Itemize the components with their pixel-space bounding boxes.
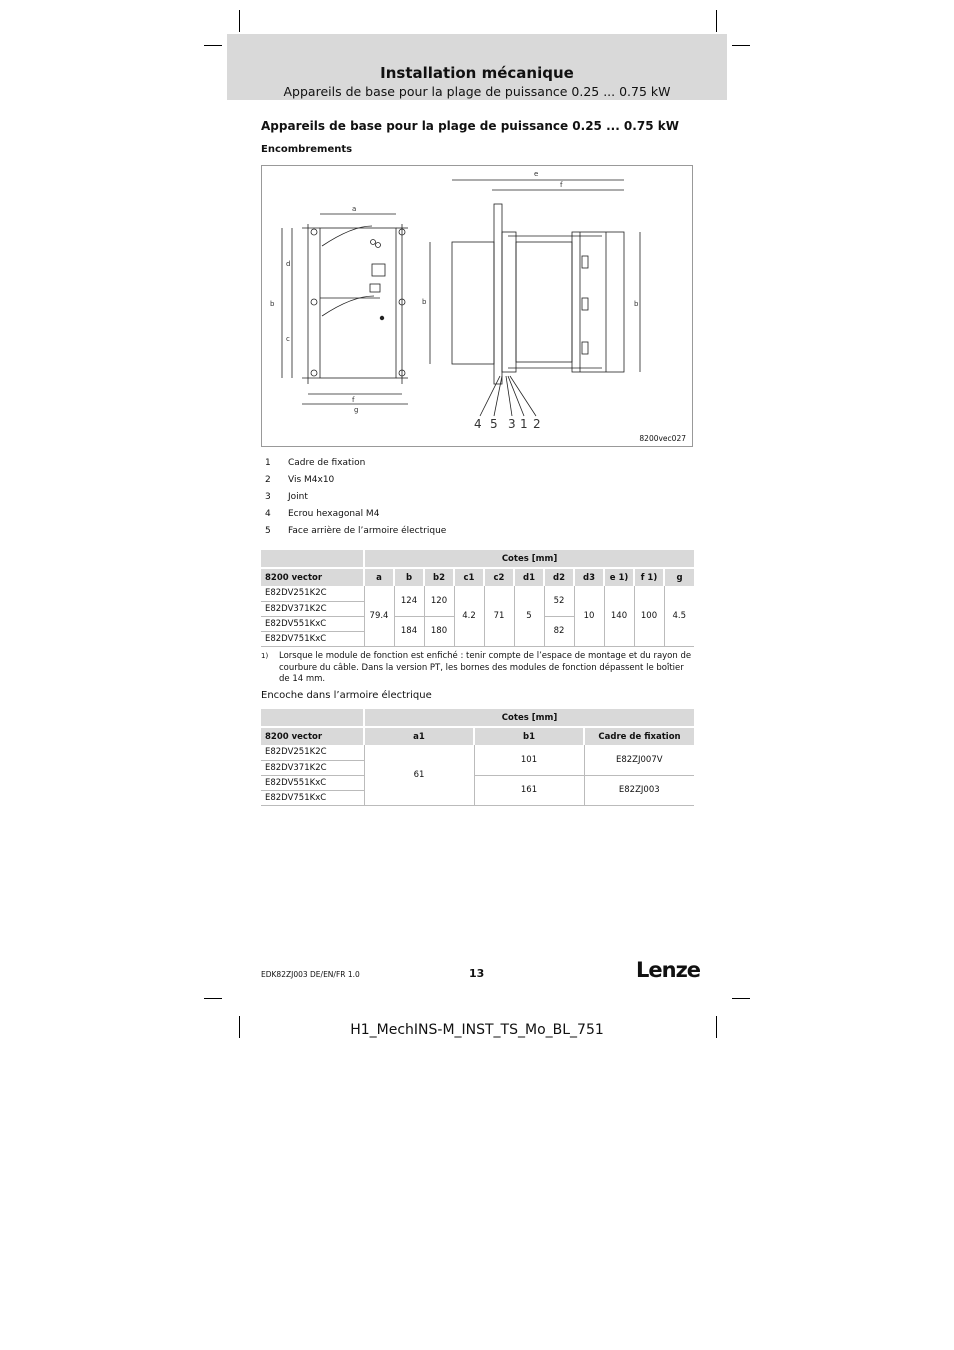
callout-label: 3 [508, 417, 516, 431]
job-code: H1_MechINS-M_INST_TS_Mo_BL_751 [350, 1022, 604, 1038]
table-row-model: E82DV751KxC [261, 790, 364, 805]
brand-logo: Lenze [636, 958, 701, 982]
column-header: b2 [424, 568, 454, 586]
table-row-model: E82DV371K2C [261, 760, 364, 775]
dimension-drawing-svg [262, 166, 692, 446]
legend-item: 4 Ecrou hexagonal M4 [265, 509, 380, 519]
table-cell: 10 [574, 586, 604, 646]
svg-text:d: d [286, 260, 291, 268]
crop-mark [732, 45, 750, 46]
svg-text:b: b [270, 300, 275, 308]
svg-text:b: b [422, 298, 427, 306]
model-column-header: 8200 vector [261, 568, 364, 586]
svg-text:b: b [634, 300, 639, 308]
crop-mark [239, 10, 240, 32]
crop-mark [716, 10, 717, 32]
table-cell: 4.2 [454, 586, 484, 646]
svg-text:f: f [560, 181, 563, 189]
callout-label: 1 [520, 417, 528, 431]
table-cell: 101 [474, 745, 584, 775]
legend-item: 3 Joint [265, 492, 308, 502]
column-header: c1 [454, 568, 484, 586]
table-cell: 82 [544, 616, 574, 646]
table-cell: 100 [634, 586, 664, 646]
footnote [261, 651, 693, 686]
column-header: d1 [514, 568, 544, 586]
column-header: a [364, 568, 394, 586]
table-cell: 61 [364, 745, 474, 805]
figure-code: 8200vec027 [639, 434, 686, 443]
table-row-model: E82DV251K2C [261, 586, 364, 601]
table-cell: 52 [544, 586, 574, 616]
svg-text:f: f [352, 396, 355, 404]
svg-text:c: c [286, 335, 290, 343]
table-group-header: Cotes [mm] [364, 709, 694, 727]
svg-text:g: g [354, 406, 359, 414]
footnote-text: Lorsque le module de fonction est enfiché : tenir compte de l’espace de montage et du rayon de courbure du câble. Dans la version PT, les bornes des modules de fonction dépassent le boîtier de 14 mm. [279, 651, 692, 684]
section-title: Appareils de base pour la plage de puissance 0.25 ... 0.75 kW [261, 119, 679, 133]
column-header: b1 [474, 727, 584, 745]
table-row-model: E82DV371K2C [261, 601, 364, 616]
crop-mark [204, 998, 222, 999]
table-row-model: E82DV751KxC [261, 631, 364, 646]
footnote-mark: 1) [261, 652, 269, 660]
table-cell: 161 [474, 775, 584, 805]
callout-label: 4 [474, 417, 482, 431]
callout-label: 2 [533, 417, 541, 431]
column-header: f 1) [634, 568, 664, 586]
table-cell: 120 [424, 586, 454, 616]
column-header: e 1) [604, 568, 634, 586]
dimension-drawing [261, 165, 693, 447]
table-header-blank [261, 550, 364, 568]
encoche-label: Encoche dans l’armoire électrique [261, 690, 432, 701]
column-header: g [664, 568, 694, 586]
table-cell: 71 [484, 586, 514, 646]
table-cell: 184 [394, 616, 424, 646]
column-header: c2 [484, 568, 514, 586]
table-cell: 4.5 [664, 586, 694, 646]
section-subtitle: Encombrements [261, 144, 353, 155]
crop-mark [204, 45, 222, 46]
legend-item: 5 Face arrière de l’armoire électrique [265, 526, 447, 536]
table-cell: E82ZJ007V [584, 745, 694, 775]
table-header-blank [261, 709, 364, 727]
table-cell: E82ZJ003 [584, 775, 694, 805]
table-row-model: E82DV551KxC [261, 775, 364, 790]
table-cell: 79.4 [364, 586, 394, 646]
dimensions-table [261, 550, 694, 647]
document-code: EDK82ZJ003 DE/EN/FR 1.0 [261, 970, 360, 979]
table-row-model: E82DV251K2C [261, 745, 364, 760]
table-group-header: Cotes [mm] [364, 550, 694, 568]
table-cell: 180 [424, 616, 454, 646]
column-header: a1 [364, 727, 474, 745]
callout-label: 5 [490, 417, 498, 431]
table-cell: 124 [394, 586, 424, 616]
model-column-header: 8200 vector [261, 727, 364, 745]
cutout-table [261, 709, 694, 806]
page-number: 13 [469, 967, 485, 980]
page-title: Installation mécanique [380, 64, 574, 82]
column-header: b [394, 568, 424, 586]
crop-mark [732, 998, 750, 999]
table-cell: 140 [604, 586, 634, 646]
column-header: d2 [544, 568, 574, 586]
legend-item: 1 Cadre de fixation [265, 458, 366, 468]
table-cell: 5 [514, 586, 544, 646]
column-header: d3 [574, 568, 604, 586]
column-header: Cadre de fixation [584, 727, 694, 745]
table-row-model: E82DV551KxC [261, 616, 364, 631]
svg-text:e: e [534, 170, 539, 178]
svg-text:a: a [352, 205, 357, 213]
legend-item: 2 Vis M4x10 [265, 475, 335, 485]
page-subtitle: Appareils de base pour la plage de puissance 0.25 ... 0.75 kW [283, 84, 671, 99]
